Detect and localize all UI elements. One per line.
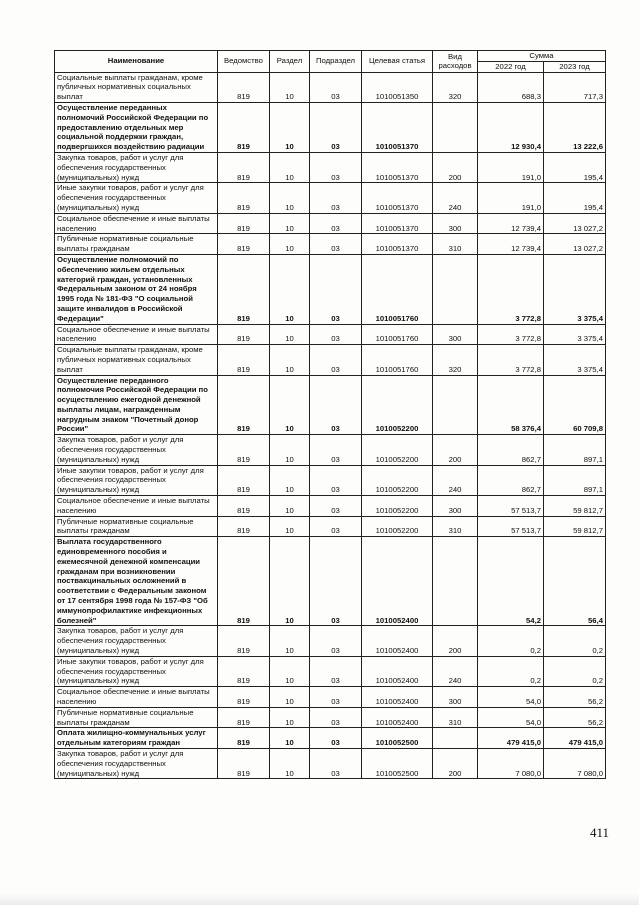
table-row [55,345,606,375]
row-section: 10 [270,234,310,255]
row-target: 1010051370 [362,152,433,182]
scan-edge [0,893,639,905]
header-year-2023: 2023 год [544,61,606,72]
row-expense-type: 310 [433,516,478,537]
row-expense-type [433,375,478,435]
row-name: Публичные нормативные социальные выплаты гражданам [55,707,218,728]
row-name: Социальные выплаты гражданам, кроме публичных нормативных социальных выплат [55,72,218,102]
row-sum-2023: 60 709,8 [544,375,606,435]
row-expense-type: 240 [433,656,478,686]
row-name: Социальные выплаты гражданам, кроме публичных нормативных социальных выплат [55,345,218,375]
row-name: Социальное обеспечение и иные выплаты населению [55,324,218,345]
row-sum-2022: 3 772,8 [478,345,544,375]
row-target: 1010052400 [362,687,433,708]
row-dept: 819 [218,345,270,375]
row-section: 10 [270,687,310,708]
row-subsection: 03 [310,234,362,255]
row-sum-2023: 59 812,7 [544,516,606,537]
row-section: 10 [270,254,310,324]
row-target: 1010051760 [362,324,433,345]
table-row [55,213,606,234]
row-sum-2023: 717,3 [544,72,606,102]
row-subsection: 03 [310,102,362,152]
budget-table [54,50,606,779]
row-section: 10 [270,435,310,465]
table-body [55,72,606,779]
row-name: Публичные нормативные социальные выплаты гражданам [55,234,218,255]
row-subsection: 03 [310,656,362,686]
row-subsection: 03 [310,183,362,213]
row-section: 10 [270,496,310,517]
header-subsection: Подраздел [310,51,362,73]
row-section: 10 [270,465,310,495]
row-name: Закупка товаров, работ и услуг для обеспечения государственных (муниципальных) нужд [55,748,218,778]
row-expense-type: 200 [433,626,478,656]
row-name: Социальное обеспечение и иные выплаты населению [55,687,218,708]
row-target: 1010052200 [362,465,433,495]
row-dept: 819 [218,626,270,656]
row-name: Иные закупки товаров, работ и услуг для обеспечения государственных (муниципальных) нужд [55,183,218,213]
row-section: 10 [270,748,310,778]
row-expense-type: 240 [433,465,478,495]
page-number: 411 [590,825,610,840]
row-expense-type [433,728,478,749]
row-sum-2022: 57 513,7 [478,516,544,537]
table-header [55,51,606,73]
row-dept: 819 [218,748,270,778]
row-expense-type [433,254,478,324]
row-section: 10 [270,537,310,626]
table-row [55,152,606,182]
row-expense-type: 300 [433,213,478,234]
row-expense-type: 200 [433,152,478,182]
row-subsection: 03 [310,748,362,778]
row-sum-2022: 54,0 [478,687,544,708]
row-section: 10 [270,707,310,728]
header-year-2022: 2022 год [478,61,544,72]
row-target: 1010052500 [362,748,433,778]
table-row [55,234,606,255]
row-name: Осуществление переданного полномочия Российской Федерации по осуществлению ежегодной денежной выплаты лицам, награжденным нагрудным знаком "Почетный донор России" [55,375,218,435]
row-name: Оплата жилищно-коммунальных услуг отдельным категориям граждан [55,728,218,749]
table-row [55,707,606,728]
row-name: Закупка товаров, работ и услуг для обеспечения государственных (муниципальных) нужд [55,435,218,465]
row-expense-type [433,102,478,152]
row-target: 1010051370 [362,102,433,152]
row-sum-2023: 13 222,6 [544,102,606,152]
row-sum-2023: 59 812,7 [544,496,606,517]
table-row [55,465,606,495]
row-sum-2022: 12 739,4 [478,213,544,234]
header-dept: Ведомство [218,51,270,73]
row-target: 1010052400 [362,626,433,656]
row-target: 1010052400 [362,656,433,686]
table-row [55,72,606,102]
row-expense-type: 200 [433,748,478,778]
row-sum-2022: 862,7 [478,465,544,495]
row-expense-type: 300 [433,687,478,708]
row-target: 1010051350 [362,72,433,102]
row-sum-2022: 191,0 [478,183,544,213]
row-expense-type: 310 [433,707,478,728]
row-sum-2023: 3 375,4 [544,254,606,324]
row-name: Иные закупки товаров, работ и услуг для обеспечения государственных (муниципальных) нужд [55,656,218,686]
row-subsection: 03 [310,687,362,708]
row-section: 10 [270,183,310,213]
row-target: 1010051370 [362,234,433,255]
row-sum-2023: 195,4 [544,183,606,213]
header-target: Целевая статья [362,51,433,73]
table-row [55,435,606,465]
table-row [55,516,606,537]
row-section: 10 [270,213,310,234]
row-name: Закупка товаров, работ и услуг для обеспечения государственных (муниципальных) нужд [55,626,218,656]
budget-table-container [54,50,605,779]
row-sum-2023: 13 027,2 [544,213,606,234]
row-target: 1010052200 [362,435,433,465]
row-section: 10 [270,375,310,435]
row-dept: 819 [218,728,270,749]
row-name: Осуществление переданных полномочий Российской Федерации по предоставлению отдельных мер социальной поддержки граждан, подвергшихся воздействию радиации [55,102,218,152]
row-name: Социальное обеспечение и иные выплаты населению [55,213,218,234]
row-subsection: 03 [310,72,362,102]
row-dept: 819 [218,537,270,626]
header-section: Раздел [270,51,310,73]
row-subsection: 03 [310,345,362,375]
row-dept: 819 [218,465,270,495]
table-row [55,728,606,749]
row-subsection: 03 [310,465,362,495]
row-sum-2023: 897,1 [544,465,606,495]
row-sum-2023: 0,2 [544,626,606,656]
row-expense-type [433,537,478,626]
row-name: Социальное обеспечение и иные выплаты населению [55,496,218,517]
row-dept: 819 [218,102,270,152]
row-target: 1010052200 [362,516,433,537]
row-sum-2022: 862,7 [478,435,544,465]
row-name: Иные закупки товаров, работ и услуг для обеспечения государственных (муниципальных) нужд [55,465,218,495]
row-section: 10 [270,324,310,345]
row-expense-type: 310 [433,234,478,255]
row-target: 1010052400 [362,537,433,626]
row-sum-2023: 56,4 [544,537,606,626]
row-sum-2023: 56,2 [544,687,606,708]
row-target: 1010051760 [362,345,433,375]
row-subsection: 03 [310,435,362,465]
row-sum-2023: 7 080,0 [544,748,606,778]
row-dept: 819 [218,435,270,465]
row-sum-2023: 479 415,0 [544,728,606,749]
row-sum-2023: 3 375,4 [544,345,606,375]
row-target: 1010052400 [362,707,433,728]
row-sum-2022: 191,0 [478,152,544,182]
row-subsection: 03 [310,254,362,324]
row-sum-2023: 897,1 [544,435,606,465]
row-dept: 819 [218,72,270,102]
row-sum-2022: 54,2 [478,537,544,626]
row-section: 10 [270,626,310,656]
row-dept: 819 [218,234,270,255]
row-dept: 819 [218,375,270,435]
row-subsection: 03 [310,375,362,435]
table-row [55,324,606,345]
row-target: 1010052200 [362,496,433,517]
row-dept: 819 [218,213,270,234]
table-row [55,748,606,778]
row-subsection: 03 [310,626,362,656]
row-dept: 819 [218,183,270,213]
row-sum-2023: 195,4 [544,152,606,182]
header-name: Наименование [55,51,218,73]
row-section: 10 [270,516,310,537]
row-expense-type: 320 [433,72,478,102]
table-row [55,183,606,213]
row-section: 10 [270,345,310,375]
row-sum-2022: 3 772,8 [478,254,544,324]
row-sum-2023: 3 375,4 [544,324,606,345]
row-expense-type: 200 [433,435,478,465]
row-sum-2023: 0,2 [544,656,606,686]
row-dept: 819 [218,707,270,728]
row-dept: 819 [218,254,270,324]
row-name: Выплата государственного единовременного пособия и ежемесячной денежной компенсации гражданам при возникновении поствакцинальных осложнений в соответствии с Федеральным законом от 17 сентября 1998 года № 157-ФЗ "Об иммунопрофилактике инфекционных болезней" [55,537,218,626]
table-row [55,496,606,517]
row-sum-2022: 12 739,4 [478,234,544,255]
row-expense-type: 300 [433,496,478,517]
row-subsection: 03 [310,324,362,345]
row-target: 1010051370 [362,213,433,234]
row-target: 1010052200 [362,375,433,435]
header-expense-type: Вид расходов [433,51,478,73]
row-sum-2022: 54,0 [478,707,544,728]
row-section: 10 [270,102,310,152]
table-row [55,656,606,686]
row-sum-2022: 58 376,4 [478,375,544,435]
row-sum-2022: 57 513,7 [478,496,544,517]
row-sum-2022: 3 772,8 [478,324,544,345]
table-row [55,626,606,656]
row-section: 10 [270,152,310,182]
row-dept: 819 [218,687,270,708]
row-sum-2022: 7 080,0 [478,748,544,778]
table-row [55,537,606,626]
row-expense-type: 320 [433,345,478,375]
row-dept: 819 [218,656,270,686]
row-dept: 819 [218,496,270,517]
row-name: Закупка товаров, работ и услуг для обеспечения государственных (муниципальных) нужд [55,152,218,182]
row-dept: 819 [218,516,270,537]
table-row [55,102,606,152]
row-dept: 819 [218,152,270,182]
row-subsection: 03 [310,728,362,749]
row-target: 1010051760 [362,254,433,324]
row-name: Публичные нормативные социальные выплаты гражданам [55,516,218,537]
header-sum: Сумма [478,51,606,62]
row-sum-2022: 0,2 [478,656,544,686]
row-target: 1010052500 [362,728,433,749]
row-sum-2022: 479 415,0 [478,728,544,749]
row-section: 10 [270,72,310,102]
row-section: 10 [270,728,310,749]
row-sum-2022: 688,3 [478,72,544,102]
table-row [55,375,606,435]
row-expense-type: 300 [433,324,478,345]
row-expense-type: 240 [433,183,478,213]
row-dept: 819 [218,324,270,345]
row-subsection: 03 [310,707,362,728]
row-subsection: 03 [310,152,362,182]
table-row [55,254,606,324]
row-sum-2022: 0,2 [478,626,544,656]
row-sum-2023: 56,2 [544,707,606,728]
row-sum-2022: 12 930,4 [478,102,544,152]
row-subsection: 03 [310,496,362,517]
table-row [55,687,606,708]
row-section: 10 [270,656,310,686]
row-sum-2023: 13 027,2 [544,234,606,255]
row-subsection: 03 [310,213,362,234]
row-subsection: 03 [310,537,362,626]
row-name: Осуществление полномочий по обеспечению жильем отдельных категорий граждан, установленных Федеральным законом от 24 ноября 1995 года № 181-ФЗ "О социальной защите инвалидов в Российской Федерации" [55,254,218,324]
row-target: 1010051370 [362,183,433,213]
row-subsection: 03 [310,516,362,537]
